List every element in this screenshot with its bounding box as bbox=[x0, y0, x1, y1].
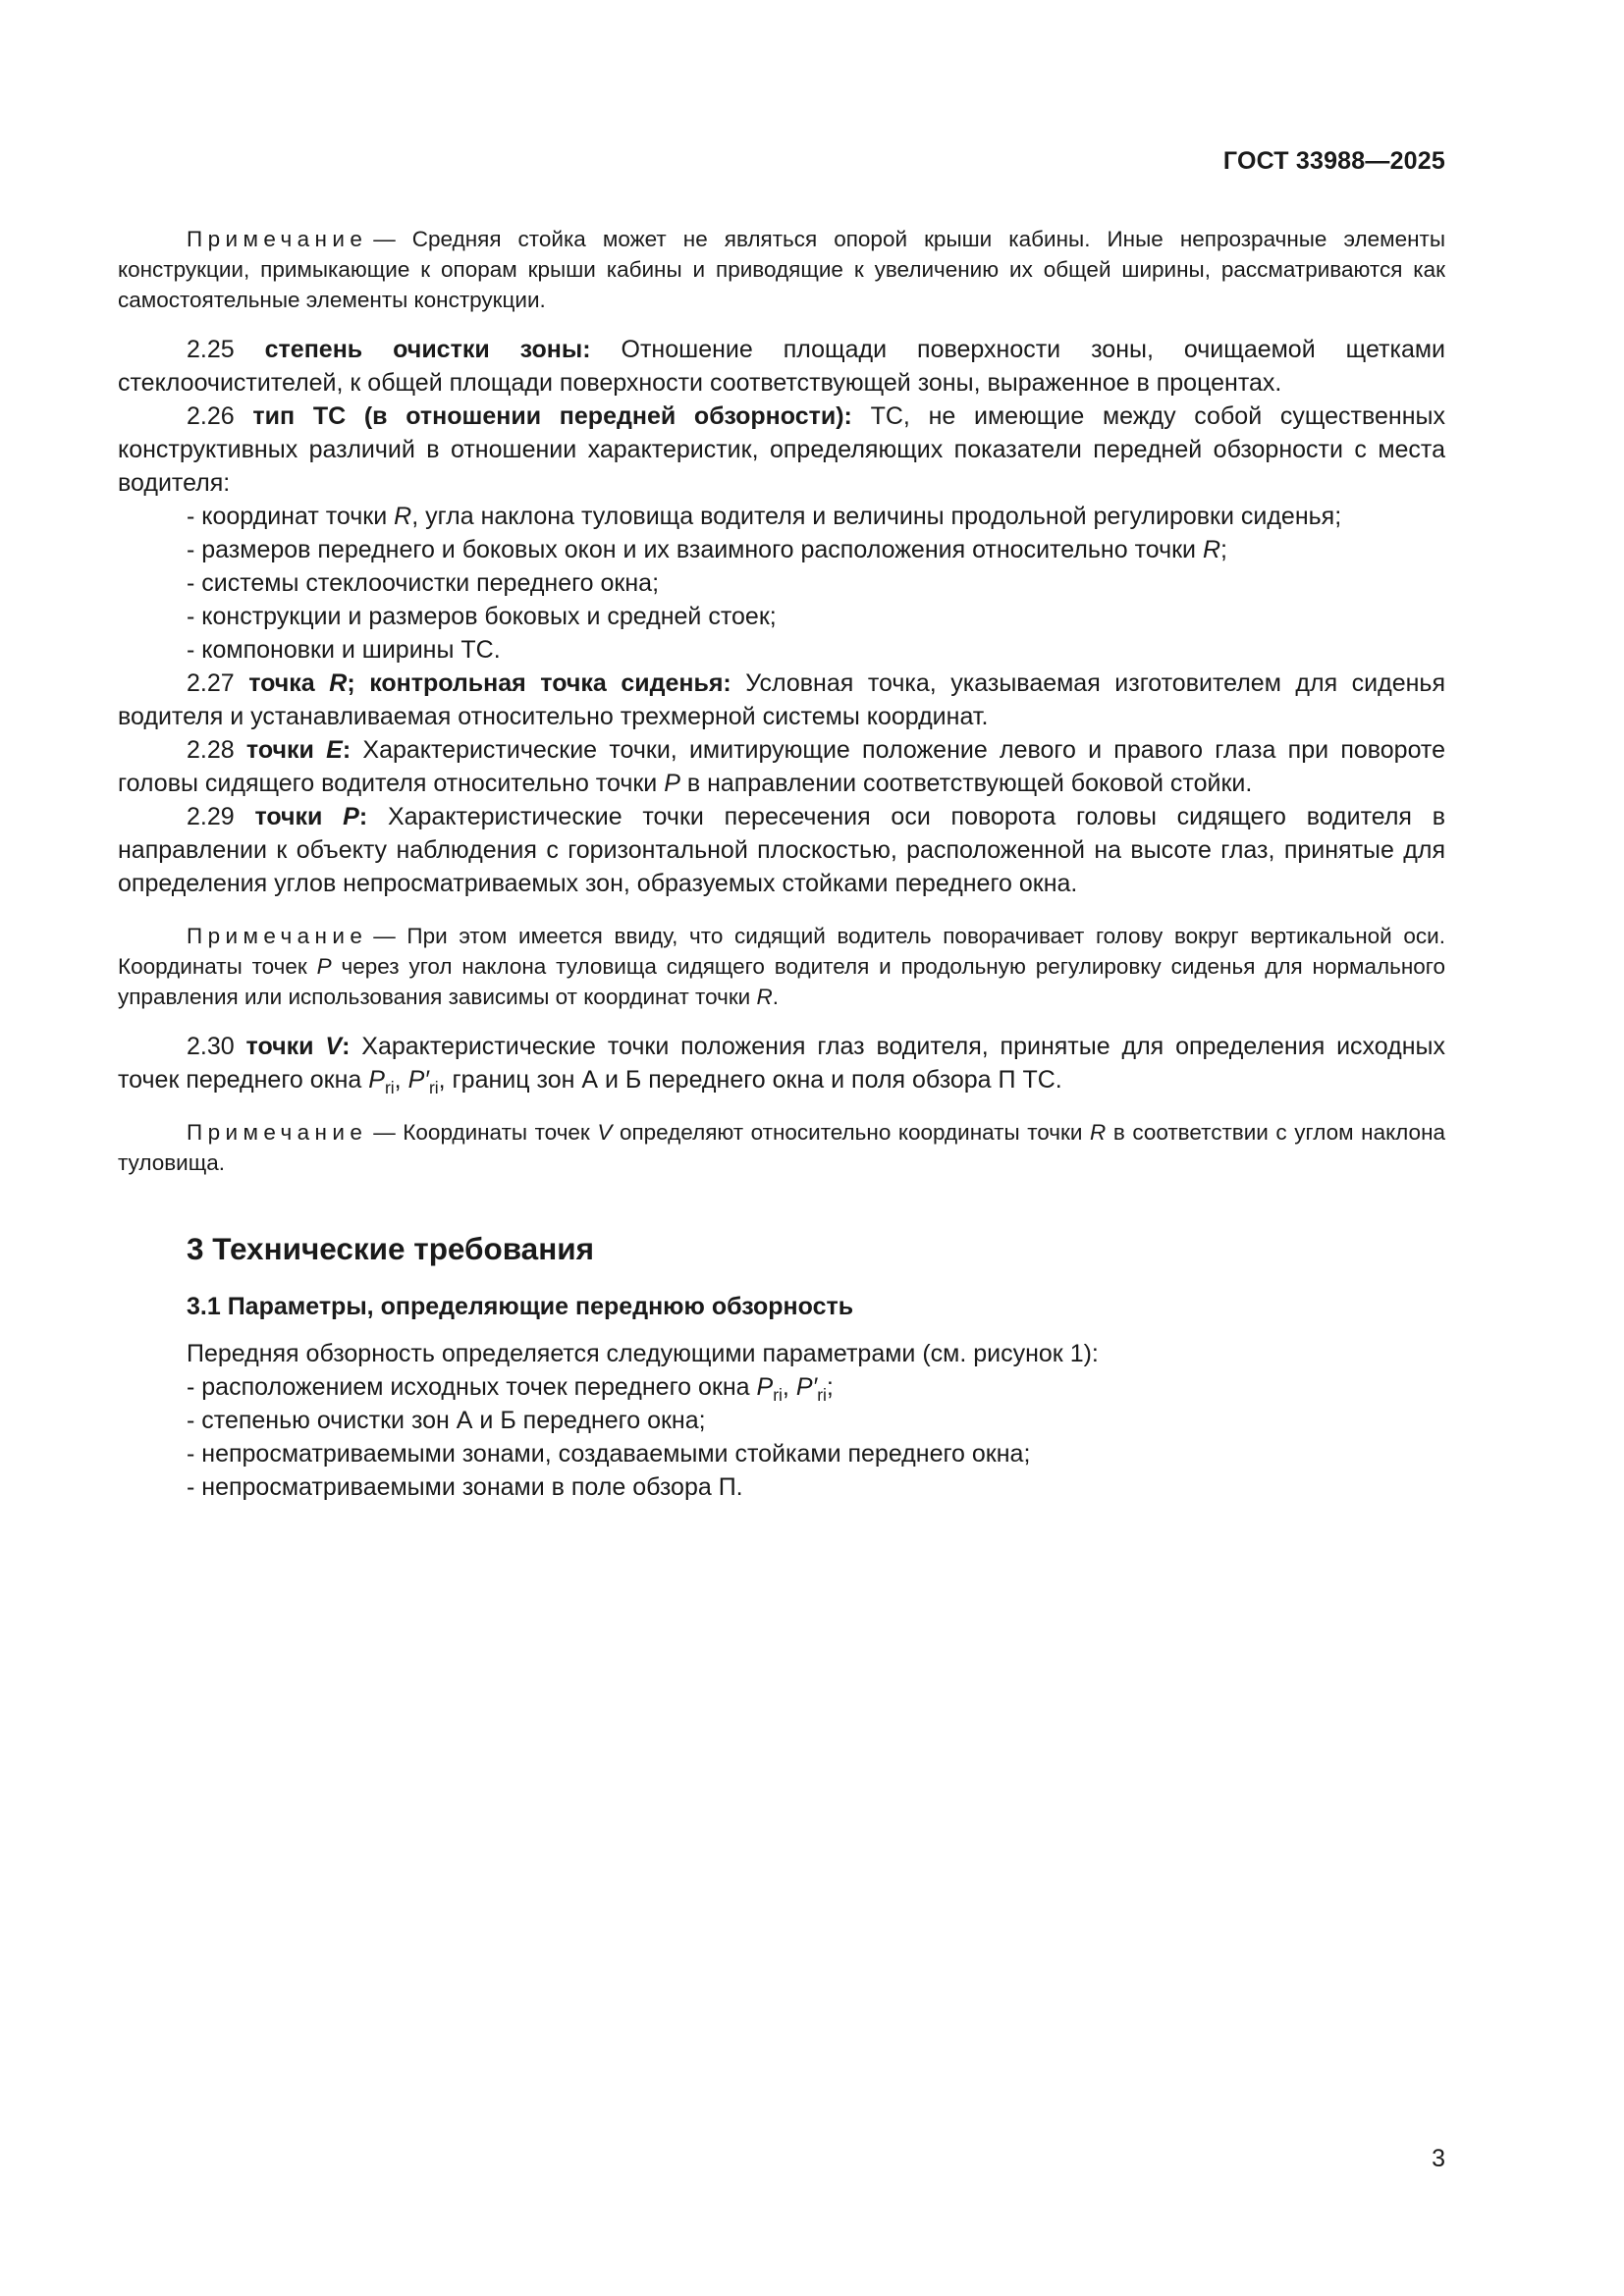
clause-term: точки P: bbox=[254, 803, 368, 830]
list-item: - системы стеклоочистки переднего окна; bbox=[187, 569, 660, 597]
note-head-rotation bbox=[118, 921, 1445, 1012]
clause-text: Отношение площади поверхности зоны, очищаемой щетками стеклоочистителей, к общей площади поверхности соответствующей зоны, выраженное в процентах. bbox=[118, 336, 1446, 397]
clause-number: 2.27 bbox=[187, 669, 235, 697]
list-item: - непросматриваемыми зонами, создаваемыми стойками переднего окна; bbox=[187, 1440, 1031, 1468]
list-item: - расположением исходных точек переднего окна $P_{ri}$, $P'_{ri}$; bbox=[187, 1373, 834, 1406]
list-item: - координат точки R, угла наклона туловища водителя и величины продольной регулировки сиденья; bbox=[187, 503, 1342, 530]
clause-2-26-list bbox=[118, 500, 1445, 667]
parameter-list bbox=[118, 1370, 1445, 1504]
clause-number: 2.29 bbox=[187, 803, 235, 830]
note-label: Примечание bbox=[187, 227, 368, 251]
clause-2-26 bbox=[118, 400, 1445, 500]
clause-2-25 bbox=[118, 333, 1445, 400]
list-item: - размеров переднего и боковых окон и их взаимного расположения относительно точки R; bbox=[187, 536, 1227, 563]
section-title: 3 Технические требования bbox=[187, 1231, 594, 1266]
note-text: — При этом имеется ввиду, что сидящий водитель поворачивает голову вокруг вертикальной оси. Координаты точек P через угол наклона туловища сидящего водителя и продольную регулировку сиденья для нормального управления или использования зависимы от координат точки R. bbox=[118, 924, 1445, 1009]
note-label: Примечание bbox=[187, 924, 368, 948]
document-header: ГОСТ 33988—2025 bbox=[1222, 147, 1445, 175]
list-item: - непросматриваемыми зонами в поле обзора П. bbox=[187, 1473, 743, 1501]
clause-2-29 bbox=[118, 800, 1445, 900]
list-item: - степенью очистки зон А и Б переднего окна; bbox=[187, 1407, 706, 1434]
page-body bbox=[118, 224, 1445, 1504]
subsection-title: 3.1 Параметры, определяющие переднюю обзорность bbox=[187, 1293, 854, 1320]
note-middle-pillar bbox=[118, 224, 1445, 315]
clause-text: Характеристические точки положения глаз водителя, принятые для определения исходных точек переднего окна $P_{ri}$, $P'_{ri}$, границ зон А и Б переднего окна и поля обзора П ТС. bbox=[118, 1033, 1445, 1098]
clause-2-30 bbox=[118, 1030, 1445, 1096]
clause-term: точки V: bbox=[245, 1033, 351, 1060]
page-number: 3 bbox=[1432, 2145, 1445, 2172]
note-v-points bbox=[118, 1117, 1445, 1178]
clause-text: Характеристические точки пересечения оси поворота головы сидящего водителя в направлении к объекту наблюдения с горизонтальной плоскостью, расположенной на высоте глаз, принятые для определения углов непросматриваемых зон, образуемых стойками переднего окна. bbox=[118, 803, 1446, 897]
clause-2-28 bbox=[118, 733, 1445, 800]
list-item: - конструкции и размеров боковых и средней стоек; bbox=[187, 603, 777, 630]
list-item: - компоновки и ширины ТС. bbox=[187, 636, 501, 664]
clause-text: Характеристические точки, имитирующие положение левого и правого глаза при повороте головы сидящего водителя относительно точки P в направлении соответствующей боковой стойки. bbox=[118, 736, 1445, 797]
clause-text: ТС, не имеющие между собой существенных конструктивных различий в отношении характеристик, определяющих показатели передней обзорности с места водителя: bbox=[118, 402, 1445, 497]
clause-term: тип ТС (в отношении передней обзорности): bbox=[252, 402, 852, 430]
note-label: Примечание bbox=[187, 1120, 368, 1145]
clause-2-27 bbox=[118, 667, 1445, 733]
clause-term: степень очистки зоны: bbox=[264, 336, 591, 363]
section-intro: Передняя обзорность определяется следующими параметрами (см. рисунок 1): bbox=[187, 1340, 1099, 1367]
clause-number: 2.26 bbox=[187, 402, 235, 430]
note-text: — Координаты точек V определяют относительно координаты точки R в соответствии с углом наклона туловища. bbox=[118, 1120, 1446, 1175]
clause-text: Условная точка, указываемая изготовителем для сиденья водителя и устанавливаемая относительно трехмерной системы координат. bbox=[118, 669, 1445, 730]
clause-term: точки E: bbox=[245, 736, 352, 764]
note-text: — Средняя стойка может не являться опорой крыши кабины. Иные непрозрачные элементы конструкции, примыкающие к опорам крыши кабины и приводящие к увеличению их общей ширины, рассматриваются как самостоятельные элементы конструкции. bbox=[118, 227, 1445, 312]
clause-number: 2.25 bbox=[187, 336, 235, 363]
clause-number: 2.30 bbox=[187, 1033, 235, 1060]
clause-number: 2.28 bbox=[187, 736, 235, 764]
clause-term: точка R; контрольная точка сиденья: bbox=[248, 669, 731, 697]
